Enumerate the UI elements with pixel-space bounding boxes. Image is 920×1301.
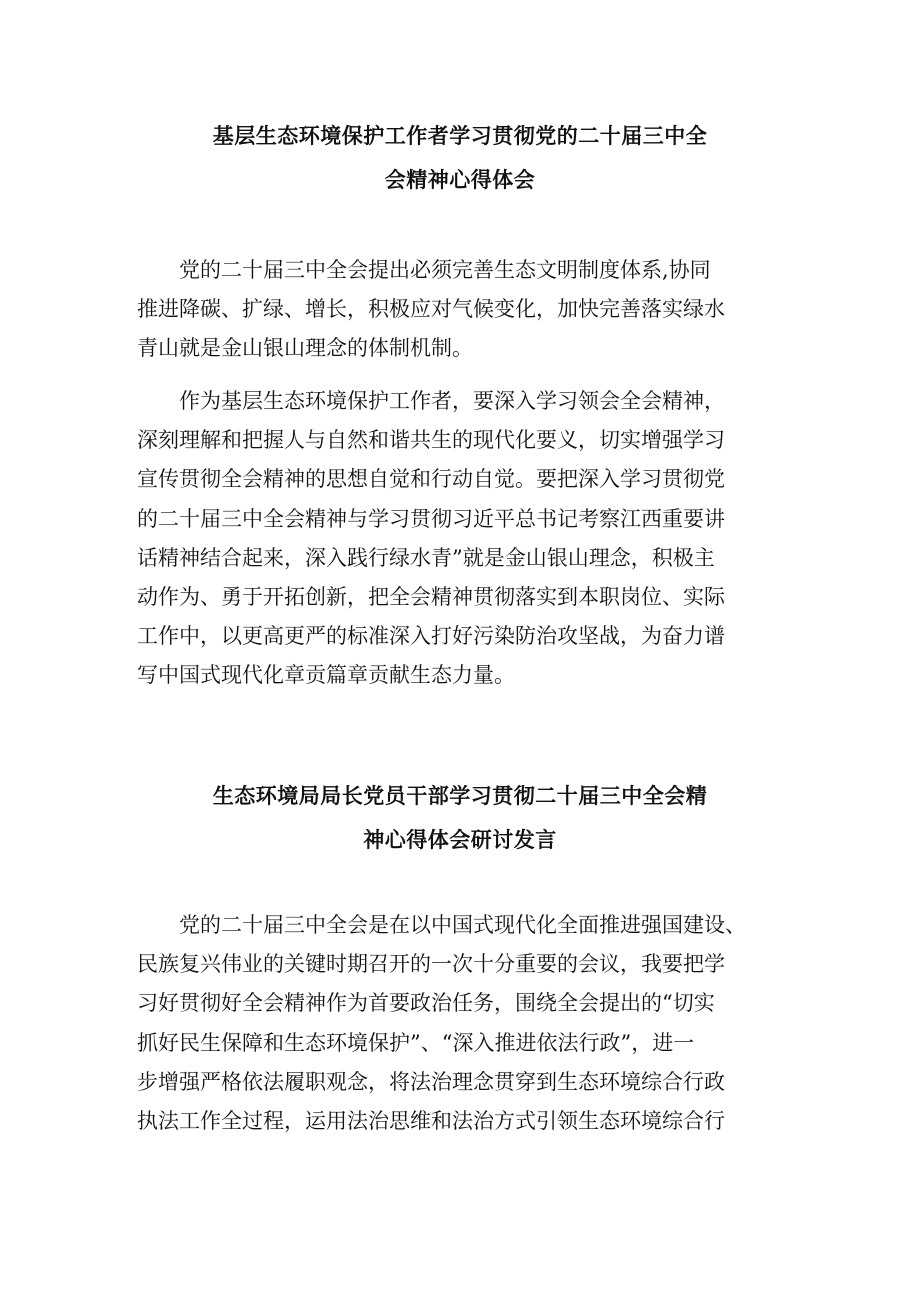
text-line: 步增强严格依法履职观念，将法治理念贯穿到生态环境综合行政 <box>137 1069 725 1094</box>
text-line: 的二十届三中全会精神与学习贯彻习近平总书记考察江西重要讲 <box>137 506 725 531</box>
text-line: 深刻理解和把握人与自然和谐共生的现代化要义，切实增强学习 <box>137 428 725 453</box>
text-line: 推进降碳、扩绿、增长，积极应对气候变化，加快完善落实绿水 <box>137 297 725 322</box>
title-line: 基层生态环境保护工作者学习贯彻党的二十届三中全 <box>212 124 708 148</box>
title-line: 神心得体会研讨发言 <box>363 828 557 852</box>
text-line: 民族复兴伟业的关键时期召开的一次十分重要的会议，我要把学 <box>137 952 725 977</box>
title-line: 会精神心得体会 <box>384 168 536 192</box>
text-line: 党的二十届三中全会是在以中国式现代化全面推进强国建设、 <box>179 913 746 937</box>
text-line: 抓好民生保障和生态环境保护”、“深入推进依法行政”，进一 <box>137 1030 695 1055</box>
section-2-paragraph-1 <box>137 906 837 1141</box>
text-line: 工作中，以更高更严的标准深入打好污染防治攻坚战，为奋力谱 <box>137 624 725 649</box>
text-line: 动作为、勇于开拓创新，把全会精神贯彻落实到本职岗位、实际 <box>137 584 725 609</box>
title-line: 生态环境局局长党员干部学习贯彻二十届三中全会精 <box>212 784 708 808</box>
text-line: 党的二十届三中全会提出必须完善生态文明制度体系,协同 <box>179 258 711 282</box>
text-line: 作为基层生态环境保护工作者，要深入学习领会全会精神， <box>179 389 725 413</box>
text-line: 话精神结合起来，深入践行绿水青”就是金山银山理念，积极主 <box>137 545 715 570</box>
text-line: 习好贯彻好全会精神作为首要政治任务，围绕全会提出的“切实 <box>137 991 715 1016</box>
text-line: 执法工作全过程，运用法治思维和法治方式引领生态环境综合行 <box>137 1108 725 1133</box>
text-line: 青山就是金山银山理念的体制机制。 <box>137 336 473 361</box>
section-1-paragraph-2 <box>137 382 837 696</box>
text-line: 宣传贯彻全会精神的思想自觉和行动自觉。要把深入学习贯彻党 <box>137 467 725 492</box>
section-2-title <box>120 774 800 862</box>
section-1-paragraph-1 <box>137 251 837 369</box>
text-line: 写中国式现代化章贡篇章贡献生态力量。 <box>137 663 515 688</box>
section-1-title <box>120 114 800 202</box>
